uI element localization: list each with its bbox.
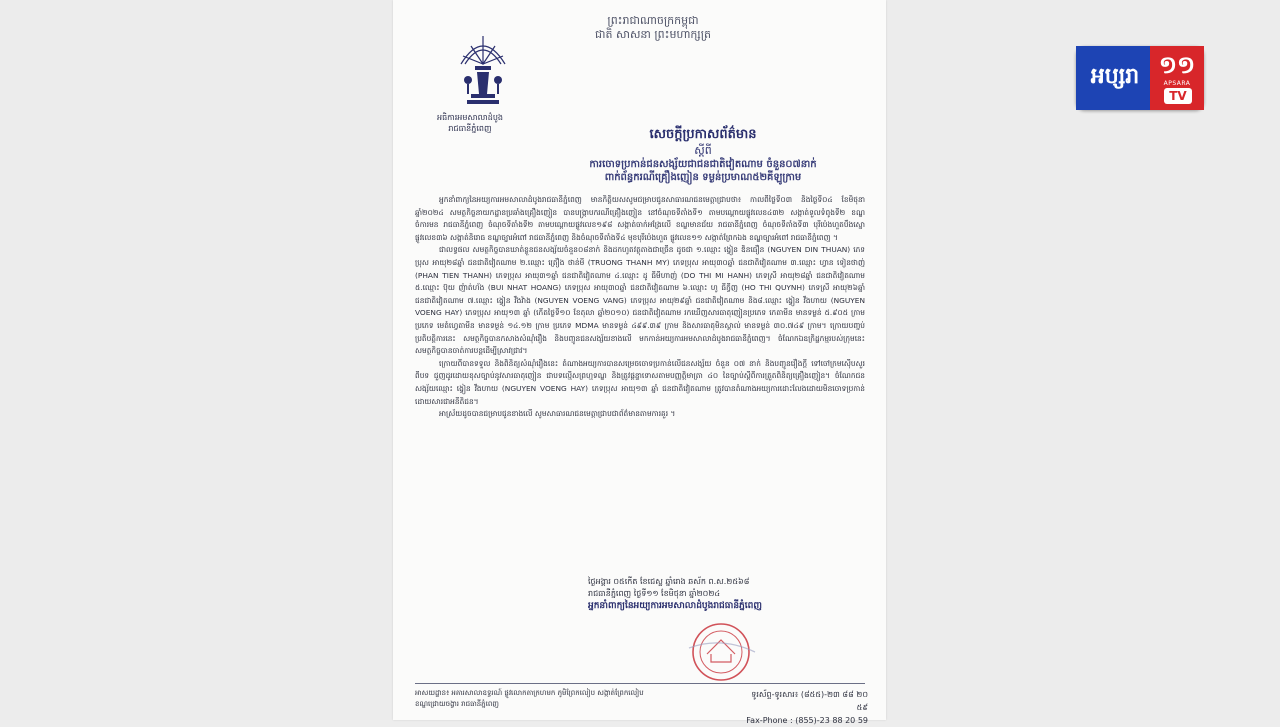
title-block <box>543 126 863 184</box>
press-release-document <box>393 0 886 725</box>
office-name <box>415 112 525 134</box>
body-paragraph-4: អាស្រ័យដូចបានជម្រាបជូនខាងលើ សូមសាធារណជនមេត្តាជ្រាបជាព័ត៌មានតាមការគួរ ។ <box>439 409 676 419</box>
office-name-line1: អធិការអមសាលាដំបូង <box>436 113 503 122</box>
closing-date-place: រាជធានីភ្នំពេញ ថ្ងៃទី១១ ខែមិថុនា ឆ្នាំ២០២៤ <box>588 589 721 598</box>
document-body <box>415 194 865 421</box>
footer-phone-khmer: ទូរស័ព្ទ-ទូរសារ៖ (៨៥៥)-២៣ ៨៨ ២០ ៥៩ <box>751 690 868 712</box>
apsara-tv-logo <box>1076 46 1204 110</box>
closing-block <box>588 576 870 612</box>
footer-divider <box>415 683 865 684</box>
logo-channel-number: ១១ <box>1158 51 1196 79</box>
document-subtitle: ស្តីពី <box>694 144 712 157</box>
logo-brand-text: APSARA <box>1163 80 1191 87</box>
document-title: សេចក្តីប្រកាសព័ត៌មាន <box>649 127 757 142</box>
royal-header-kingdom: ព្រះរាជាណាចក្រកម្ពុជា <box>607 14 699 27</box>
document-subject-line1: ការចោទប្រកាន់ជនសង្ស័យជាជនជាតិវៀតណាម ចំនួន០៧នាក់ <box>589 159 817 170</box>
body-paragraph-1: អ្នកនាំពាក្យនៃអយ្យការអមសាលាដំបូងរាជធានីភ្នំពេញ មានកិត្តិយសសូមជម្រាបជូនសាធារណជនមេត្តាជ្រាបថា៖ កាលពីថ្ងៃទី០៣ និងថ្ងៃទី០៤ ខែមិថុនា ឆ្នាំ២០២៤ សមត្ថកិច្ចនាយកដ្ឋានប្រឆាំងគ្រឿងញៀន បានបង្ក្រាបករណីគ្រឿងញៀន នៅចំណុចទីតាំងទី១ តាមបណ្តោយផ្លូវលេខ៤៣២ សង្កាត់ទួលទំពូងទី២ ខណ្ឌចំការមន រាជធានីភ្នំពេញ ចំណុចទីតាំងទី២ តាមបណ្តោយផ្លូវលេខ១៩៨ សង្កាត់ចាក់អង្រែលើ ខណ្ឌមានជ័យ រាជធានីភ្នំពេញ ចំណុចទីតាំងទី៣ បុរីប៉េងហួតបឹងស្នោ ផ្លូវលេខ៣៦ សង្កាត់និរោធ ខណ្ឌច្បារអំពៅ រាជធានីភ្នំពេញ និងចំណុចទីតាំងទី៤ មុខបុរីប៉េងហួត ផ្លូវលេខ១១ សង្កាត់ព្រែកឯង ខណ្ឌច្បារអំពៅ រាជធានីភ្នំពេញ ។ <box>415 195 865 242</box>
prosecutor-emblem-icon <box>453 30 513 110</box>
official-seal-icon <box>675 618 767 680</box>
office-name-line2: រាជធានីភ្នំពេញ <box>448 124 492 133</box>
logo-khmer-text: អប្សរា <box>1090 64 1140 89</box>
document-subject-line2: ពាក់ព័ន្ធករណីគ្រឿងញៀន ទម្ងន់ប្រមាណ៥២គីឡូក្រាម <box>604 172 802 183</box>
footer-fax: Fax-Phone : (855)-23 88 20 59 <box>746 716 868 725</box>
body-paragraph-2: ជាលទ្ធផល សមត្ថកិច្ចបានឃាត់ខ្លួនជនសង្ស័យចំនួន០៨នាក់ និងដកហូតវត្ថុតាងជាច្រើន ដូចជា ១.ឈ្មោះ ង្វៀន ឌិនធឿន (NGUYEN DIN THUAN) ភេទប្រុស អាយុ២៨ឆ្នាំ ជនជាតិវៀតណាម ២.ឈ្មោះ ត្រឿង ថាន់មី (TRUONG THANH MY) ភេទប្រុស អាយុ៣០ឆ្នាំ ជនជាតិវៀតណាម ៣.ឈ្មោះ ហ្វាន ទៀនថាញ់ (PHAN TIEN THANH) ភេទប្រុស អាយុ៣១ឆ្នាំ ជនជាតិវៀតណាម ៤.ឈ្មោះ ដូ ធីមីហាញ់ (DO THI MI HANH) ភេទស្រី អាយុ២៨ឆ្នាំ ជនជាតិវៀតណាម ៥.ឈ្មោះ ប៊ុយ ញ៉ាត់ហ័ង (BUI NHAT HOANG) ភេទប្រុស អាយុ៣០ឆ្នាំ ជនជាតិវៀតណាម ៦.ឈ្មោះ ហូ ធីក្វីញ (HO THI QUYNH) ភេទស្រី អាយុ២៦ឆ្នាំ ជនជាតិវៀតណាម ៧.ឈ្មោះ ង្វៀន វឹងវ៉ាង (NGUYEN VOENG VANG) ភេទប្រុស អាយុ២៩ឆ្នាំ ជនជាតិវៀតណាម និង៨.ឈ្មោះ ង្វៀន វឹងហាយ (NGUYEN VOENG HAY) ភេទប្រុស អាយុ១៣ ឆ្នាំ (កើតថ្ងៃទី១០ ខែតុលា ឆ្នាំ២០១០) ជនជាតិវៀតណាម រកឃើញសារធាតុញៀនប្រភេទ កេតាមីន មានទម្ងន់ ៥.៩០៥ ក្រាម ប្រភេទ មេតំហ្វេតាមីន មានទម្ងន់ ១៤.១២ ក្រាម ប្រភេទ MDMA មានទម្ងន់ ៤៩៩.៣៩ ក្រាម និងសារធាតុមិនស្គាល់ មានទម្ងន់ ៣០.៧៤៩ ក្រាម។ ក្រោយបញ្ចប់ប្រតិបត្តិការនេះ សមត្ថកិច្ចបានកសាងសំណុំរឿង និងបញ្ជូនជនសង្ស័យខាងលើ មកកាន់អយ្យការអមសាលាដំបូងរាជធានីភ្នំពេញ។ ចំណែកឯឧក្រិដ្ឋកម្មរបស់ក្រុមនេះ សមត្ថកិច្ចបានចាត់ការបន្តដើម្បីស្រាវជ្រាវ។ <box>415 245 865 356</box>
footer-address <box>415 688 695 710</box>
royal-header-motto: ជាតិ សាសនា ព្រះមហាក្សត្រ <box>595 28 711 41</box>
footer-address-line1: អាសយដ្ឋាន៖ អគារសាលាឧទ្ធរណ៍ ផ្លូវលោកតាក្រហមក ភូមិព្រែកលៀប សង្កាត់ព្រែកលៀប <box>415 689 644 697</box>
royal-header <box>588 14 718 42</box>
footer-contact <box>743 688 868 727</box>
body-paragraph-3: ក្រោយពីបានទទួល និងពិនិត្យសំណុំរឿងនេះ តំណាងអយ្យការបានសម្រេចចោទប្រកាន់លើជនសង្ស័យ ចំនួន ០៧ នាក់ និងបញ្ជូនរឿងក្តី ទៅចៅក្រមស៊ើបសួរ ពីបទ ជួញដូរដោយខុសច្បាប់នូវសារធាតុញៀន ជាបទល្មើសព្រហ្មទណ្ឌ និងត្រូវផ្តន្ទាទោសតាមបញ្ញត្តិមាត្រា ៤០ នៃច្បាប់ស្តីពីការត្រួតពិនិត្យគ្រឿងញៀន។ ចំណែកជនសង្ស័យឈ្មោះ ង្វៀន វឹងហាយ (NGUYEN VOENG HAY) ភេទប្រុស អាយុ១៣ ឆ្នាំ ជនជាតិវៀតណាម ត្រូវបានតំណាងអយ្យការដោះលែងដោយមិនចោទប្រកាន់ ដោយសារជាអនីតិជន។ <box>415 358 865 406</box>
closing-signature: អ្នកនាំពាក្យនៃអយ្យការអមសាលាដំបូងរាជធានីភ្នំពេញ <box>588 601 762 611</box>
logo-tv-badge: TV <box>1164 88 1192 104</box>
left-background <box>0 0 393 720</box>
closing-lunar-date: ថ្ងៃអង្គារ ០៥កើត ខែជេស្ឋ ឆ្នាំរោង ឆស័ក ព.ស.២៥៦៨ <box>588 577 750 586</box>
footer-address-line2: ខណ្ឌជ្រោយចង្វារ រាជធានីភ្នំពេញ <box>415 700 499 708</box>
